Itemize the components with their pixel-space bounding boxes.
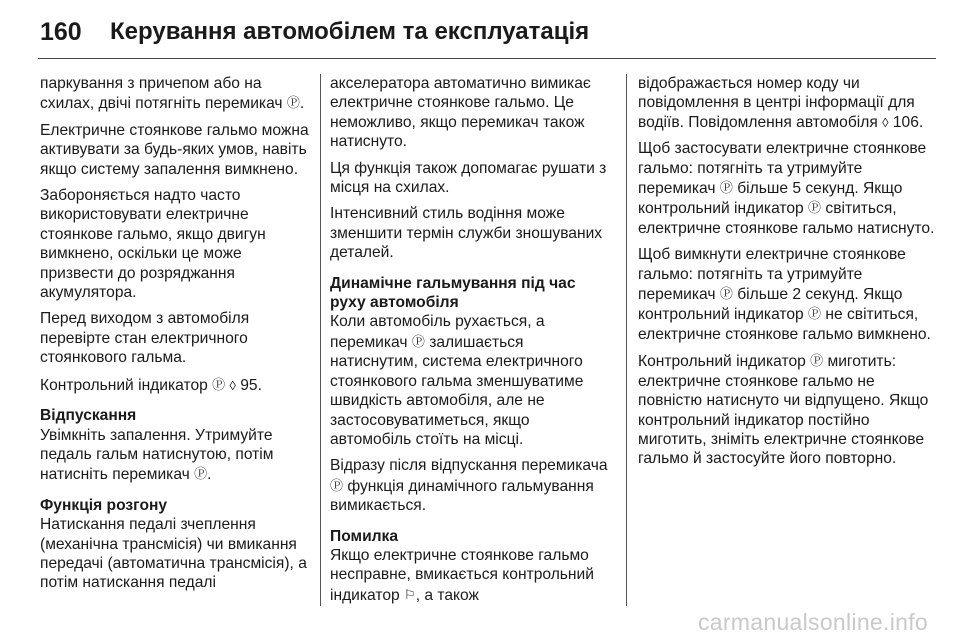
paragraph: Контрольний індикатор Ⓟ ◊ 95. (40, 376, 262, 394)
header-divider (38, 58, 936, 59)
paragraph: акселератора автоматично вимикає електричне стоянкове гальмо. Це неможливо, якщо перемикач також натиснуто. (330, 75, 591, 151)
parking-brake-icon: Ⓟ (286, 95, 300, 111)
paragraph: Натискання педалі зчеплення (механічна трансмісія) чи вмикання передачі (автоматична трансмісія), а потім натискання педалі (40, 516, 307, 592)
parking-brake-icon: Ⓟ (330, 477, 344, 493)
paragraph: відображається номер коду чи повідомлення в центрі інформації для водіїв. Повідомлення автомобіля ◊ 106. (638, 75, 924, 131)
page-title: Керування автомобілем та експлуатація (110, 18, 590, 45)
watermark: carmanualsonline.info (697, 609, 928, 635)
column-divider-2 (626, 74, 627, 606)
section-heading-dynamic-braking: Динамічне гальмування під час руху автомобіля (330, 274, 576, 312)
section-heading-drive-away: Функція розгону (40, 496, 168, 514)
fault-indicator-icon: ⚐ (404, 586, 416, 602)
parking-brake-icon: Ⓟ (212, 376, 226, 392)
paragraph: Щоб застосувати електричне стоянкове гальмо: потягніть та утримуйте перемикач Ⓟ більше 5 секунд. Якщо контрольний індикатор Ⓟ світиться, електричне стоянкове гальмо натиснуто. (638, 140, 935, 237)
parking-brake-icon: Ⓟ (194, 466, 208, 482)
paragraph: паркування з причепом або на схилах, двічі потягніть перемикач Ⓟ. (40, 75, 305, 113)
parking-brake-icon: Ⓟ (719, 180, 733, 196)
paragraph: Контрольний індикатор Ⓟ миготить: електричне стоянкове гальмо не повністю натиснуто чи відпущено. Якщо контрольний індикатор постійно миготить, зніміть електричне стоянкове гальмо й застосуйте його повторно. (638, 353, 929, 468)
column-3 (638, 74, 938, 476)
section-heading-release: Відпускання (40, 407, 137, 425)
parking-brake-icon: Ⓟ (808, 306, 822, 322)
page-number: 160 (40, 17, 82, 46)
column-1 (40, 74, 312, 600)
parking-brake-icon: Ⓟ (719, 286, 733, 302)
paragraph: Електричне стоянкове гальмо можна активувати за будь-яких умов, навіть якщо систему запалення вимкнено. (40, 121, 309, 178)
section-heading-fault: Помилка (330, 527, 399, 545)
column-2 (330, 74, 615, 612)
parking-brake-icon: Ⓟ (808, 200, 822, 216)
paragraph: Перед виходом з автомобіля перевірте стан електричного стоянкового гальма. (40, 310, 250, 367)
paragraph: Ця функція також допомагає рушати з місця на схилах. (330, 159, 607, 197)
page-ref-icon: ◊ (882, 114, 889, 130)
paragraph: Щоб вимкнути електричне стоянкове гальмо: потягніть та утримуйте перемикач Ⓟ більше 2 секунд. Якщо контрольний індикатор Ⓟ не світиться, електричне стоянкове гальмо вимкнено. (638, 246, 931, 343)
paragraph: Інтенсивний стиль водіння може зменшити термін служби зношуваних деталей. (330, 205, 603, 262)
paragraph: Відразу після відпускання перемикача Ⓟ функція динамічного гальмування вимикається. (330, 457, 608, 515)
paragraph: Коли автомобіль рухається, а перемикач Ⓟ залишається натиснутим, система електричного стоянкового гальма зменшуватиме швидкість автомобіля, але не застосовуватиметься, якщо автомобіль стоїть на місці. (330, 313, 584, 448)
parking-brake-icon: Ⓟ (810, 353, 824, 369)
column-divider-1 (320, 74, 321, 606)
page-ref-icon: ◊ (229, 377, 236, 393)
paragraph: Якщо електричне стоянкове гальмо несправне, вмикається контрольний індикатор ⚐, а також (330, 546, 594, 604)
parking-brake-icon: Ⓟ (411, 333, 425, 349)
paragraph: Увімкніть запалення. Утримуйте педаль гальм натиснутою, потім натисніть перемикач Ⓟ. (40, 426, 274, 484)
paragraph: Забороняється надто часто використовувати електричне стоянкове гальмо, якщо двигун вимкнено, оскільки це може призвести до розряджання акумулятора. (40, 187, 266, 302)
page-header (40, 14, 589, 50)
